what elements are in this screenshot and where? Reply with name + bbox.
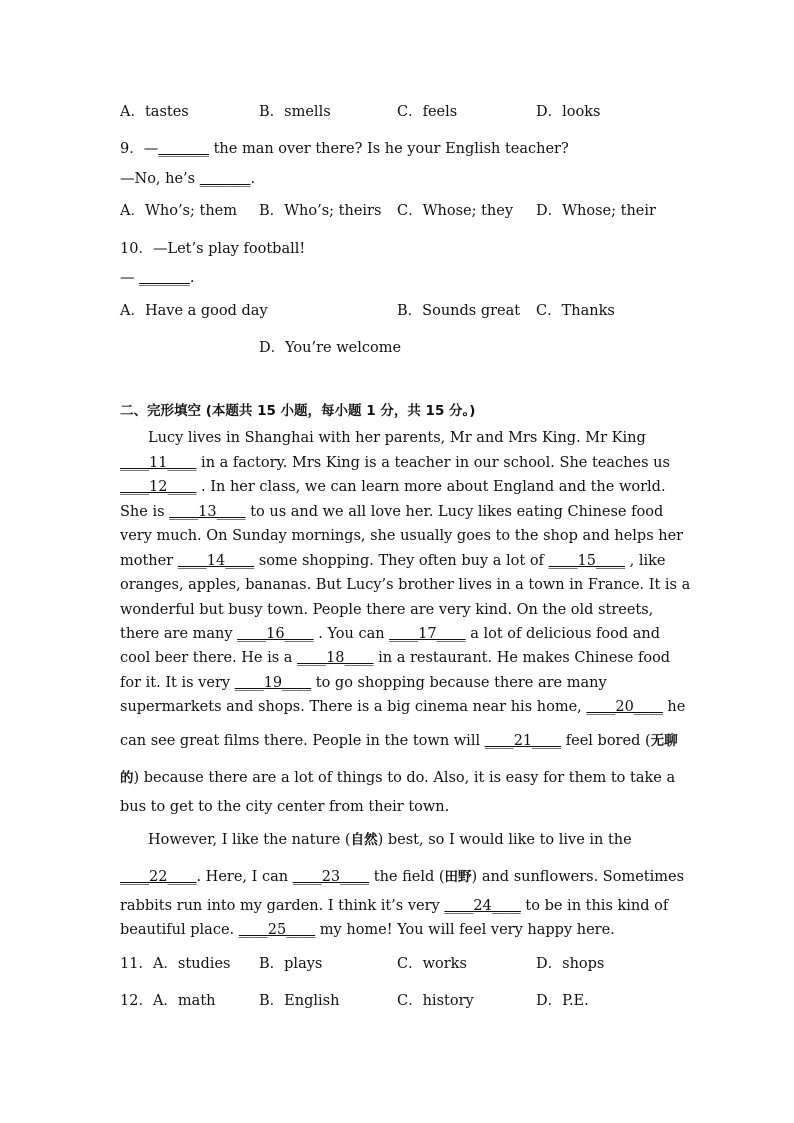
option-b: B．English	[259, 993, 340, 1009]
blank-13: ____13____	[169, 504, 246, 520]
option-a: A．Have a good day	[120, 303, 268, 319]
passage-line	[120, 504, 663, 520]
passage-line	[120, 626, 660, 642]
passage-line	[120, 699, 685, 715]
passage-text: supermarkets and shops. There is a big cinema near his home,	[120, 699, 587, 715]
blank-19: ____19____	[234, 675, 312, 691]
passage-line	[120, 675, 607, 691]
passage-text: rabbits run into my garden. I think it’s very	[120, 898, 445, 914]
option-d: D．looks	[536, 104, 601, 120]
q9-reply-end: .	[250, 171, 256, 187]
passage-text: She is	[120, 504, 170, 520]
option-c: C．works	[397, 956, 467, 972]
passage-line	[120, 553, 665, 569]
blank-12: ____12____	[120, 479, 197, 495]
blank-11: ____11____	[120, 455, 197, 471]
passage-text: However, I like the nature (	[148, 832, 351, 848]
passage-line: very much. On Sunday mornings, she usually goes to the shop and helps her	[120, 528, 684, 544]
q9-blank-1: _______	[158, 141, 209, 157]
passage-line: oranges, apples, bananas. But Lucy’s brother lives in a town in France. It is a	[120, 577, 691, 593]
blank-18: ____18____	[297, 650, 374, 666]
q9-reply-prefix: —No, he’s	[120, 171, 200, 187]
blank-14: ____14____	[177, 553, 255, 569]
q9-prefix: 9．—	[120, 141, 159, 157]
option-a: A．tastes	[120, 104, 189, 120]
chinese-gloss: 田野	[444, 869, 472, 885]
passage-line	[120, 865, 684, 885]
passage-text: feel bored (	[561, 733, 651, 749]
blank-21: ____21____	[484, 733, 562, 749]
blank-24: ____24____	[444, 898, 521, 914]
passage-text: ) because there are a lot of things to do. Also, it is easy for them to take a	[133, 770, 676, 786]
chinese-gloss: 的	[120, 770, 134, 786]
passage-text: a lot of delicious food and	[465, 626, 660, 642]
q10-reply	[120, 270, 194, 286]
option-b: B．Who’s; theirs	[259, 203, 382, 219]
passage-text: for it. It is very	[120, 675, 235, 691]
option-c: C．feels	[397, 104, 458, 120]
blank-16: ____16____	[237, 626, 314, 642]
passage-text: . You can	[313, 626, 390, 642]
passage-line	[148, 828, 632, 848]
q10-stem: 10．—Let’s play football!	[120, 241, 306, 257]
option-c: C．Thanks	[536, 303, 615, 319]
passage-line	[120, 922, 615, 938]
q10-blank: _______	[139, 270, 190, 286]
passage-text: to us and we all love her. Lucy likes eating Chinese food	[245, 504, 664, 520]
blank-20: ____20____	[586, 699, 663, 715]
option-d: D．You’re welcome	[259, 340, 402, 356]
passage-text: ) best, so I would like to live in the	[377, 832, 632, 848]
passage-text: in a restaurant. He makes Chinese food	[373, 650, 671, 666]
passage-text: beautiful place.	[120, 922, 239, 938]
passage-text: the field (	[369, 869, 445, 885]
option-c: C．Whose; they	[397, 203, 514, 219]
passage-text: some shopping. They often buy a lot of	[254, 553, 549, 569]
passage-line: wonderful but busy town. People there are very kind. On the old streets,	[120, 602, 654, 618]
passage-line: bus to get to the city center from their town.	[120, 799, 450, 815]
passage-line	[120, 479, 666, 495]
passage-text: . Here, I can	[196, 869, 293, 885]
blank-25: ____25____	[238, 922, 316, 938]
q10-reply-end: .	[189, 270, 195, 286]
passage-text: mother	[120, 553, 178, 569]
passage-text: to be in this kind of	[520, 898, 669, 914]
blank-23: ____23____	[292, 869, 370, 885]
passage-text: . In her class, we can learn more about England and the world.	[196, 479, 666, 495]
passage-text: he	[662, 699, 686, 715]
option-b: B．smells	[259, 104, 331, 120]
passage-text: there are many	[120, 626, 238, 642]
option-d: D．P.E.	[536, 993, 589, 1009]
option-d: D．Whose; their	[536, 203, 656, 219]
option-a: 12．A．math	[120, 993, 216, 1009]
passage-line	[120, 455, 670, 471]
passage-text: my home! You will feel very happy here.	[315, 922, 615, 938]
chinese-gloss: 自然	[350, 832, 378, 848]
passage-text: ) and sunflowers. Sometimes	[471, 869, 685, 885]
q9-stem	[120, 137, 569, 158]
section-title: 二、完形填空 (本题共 15 小题，每小题 1 分，共 15 分。)	[120, 403, 476, 419]
option-c: C．history	[397, 993, 474, 1009]
option-a: 11．A．studies	[120, 956, 231, 972]
passage-line	[120, 729, 678, 749]
blank-15: ____15____	[548, 553, 625, 569]
passage-text: cool beer there. He is a	[120, 650, 298, 666]
q10-reply-prefix: —	[120, 270, 140, 286]
passage-text: , like	[625, 553, 666, 569]
blank-22: ____22____	[120, 869, 197, 885]
passage-text: can see great films there. People in the town will	[120, 733, 485, 749]
q9-blank-2: _______	[199, 171, 251, 187]
q9-text: the man over there? Is he your English teacher?	[208, 141, 569, 157]
passage-line: Lucy lives in Shanghai with her parents, Mr and Mrs King. Mr King	[148, 430, 646, 446]
option-a: A．Who’s; them	[120, 203, 237, 219]
passage-text: to go shopping because there are many	[311, 675, 607, 691]
option-b: B．plays	[259, 956, 323, 972]
passage-line	[120, 898, 668, 914]
passage-line	[120, 766, 675, 786]
chinese-gloss: 无聊	[650, 733, 678, 749]
option-b: B．Sounds great	[397, 303, 521, 319]
q9-reply	[120, 171, 255, 187]
passage-text: in a factory. Mrs King is a teacher in our school. She teaches us	[196, 455, 670, 471]
passage-line	[120, 650, 670, 666]
blank-17: ____17____	[389, 626, 466, 642]
option-d: D．shops	[536, 956, 605, 972]
